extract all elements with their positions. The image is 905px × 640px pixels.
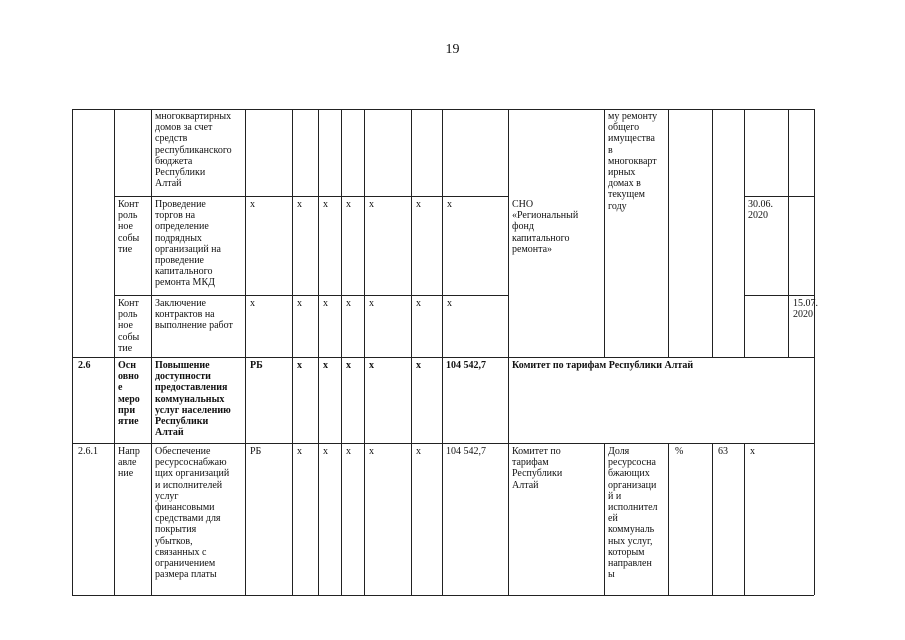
cell-mark: х (297, 446, 302, 457)
table-line (442, 109, 443, 595)
table-line (245, 109, 246, 595)
cell-event: Заключение контрактов на выполнение работ (155, 298, 233, 332)
cell-source: РБ (250, 446, 262, 457)
cell-mark: х (369, 298, 374, 309)
page-number: 19 (445, 42, 460, 57)
table-line (114, 109, 115, 595)
table-line (72, 109, 814, 110)
table-line (668, 443, 669, 595)
cell-event: Повышение доступности предоставления коммунальных услуг населению Республики Алтай (155, 360, 231, 439)
cell-indicator: Доля ресурсосна бжающих организаци й и исполнител ей коммуналь ных услуг, которым направлен ы (608, 446, 658, 581)
table-line (318, 109, 319, 595)
cell-mark: х (297, 360, 302, 371)
cell-event: Обеспечение ресурсоснабжаю щих организаций и исполнителей услуг финансовыми средствами для покрытия убытков, связанных с ограничением размера платы (155, 446, 230, 581)
cell-mark: х (323, 360, 328, 371)
cell-mark: х (323, 446, 328, 457)
cell-executor: СНО «Региональный фонд капитального ремонта» (512, 199, 579, 255)
cell-mark: х (447, 298, 452, 309)
cell-mark: х (346, 199, 351, 210)
cell-mark: х (416, 199, 421, 210)
cell-mark: х (369, 360, 374, 371)
cell-source: РБ (250, 360, 263, 371)
cell-number: 2.6 (78, 360, 91, 371)
table-line (668, 109, 669, 357)
cell-mark: х (369, 199, 374, 210)
cell-mark: х (750, 446, 755, 457)
cell-mark: х (297, 199, 302, 210)
table-line (72, 109, 73, 595)
cell-amount: 104 542,7 (446, 446, 486, 457)
table-line (604, 109, 605, 357)
table-line (712, 109, 713, 357)
cell-mark: х (250, 298, 255, 309)
table-line (744, 109, 745, 357)
cell-event: многоквартирных домов за счет средств республиканского бюджета Республики Алтай (155, 111, 232, 190)
cell-mark: х (416, 360, 421, 371)
cell-type: Конт роль ное собы тие (118, 298, 140, 354)
cell-date: 15.07. 2020 (793, 298, 818, 321)
table-line (744, 196, 814, 197)
table-line (788, 109, 789, 357)
cell-mark: х (416, 298, 421, 309)
table-line (364, 109, 365, 595)
table-line (151, 109, 152, 595)
cell-indicator: му ремонту общего имущества в многокварт ирных домах в текущем году (608, 111, 658, 212)
cell-event: Проведение торгов на определение подрядных организаций на проведение капитального ремонта МКД (155, 199, 221, 289)
table-line (744, 443, 745, 595)
cell-number: 2.6.1 (78, 446, 98, 457)
cell-mark: х (250, 199, 255, 210)
cell-mark: х (447, 199, 452, 210)
cell-mark: х (323, 199, 328, 210)
table-line (341, 109, 342, 595)
table-line (712, 443, 713, 595)
cell-mark: х (369, 446, 374, 457)
table-line (604, 443, 605, 595)
cell-unit: % (675, 446, 684, 457)
cell-mark: х (346, 360, 351, 371)
table-line (114, 295, 508, 296)
cell-type: Конт роль ное собы тие (118, 199, 140, 255)
cell-mark: х (346, 298, 351, 309)
cell-mark: х (346, 446, 351, 457)
table-line (72, 357, 814, 358)
cell-mark: х (323, 298, 328, 309)
table-line (72, 443, 814, 444)
cell-mark: х (297, 298, 302, 309)
cell-type: Осн овно е меро при ятие (118, 360, 140, 428)
cell-amount: 104 542,7 (446, 360, 486, 371)
table-line (72, 595, 814, 596)
cell-executor: Комитет по тарифам Республики Алтай (512, 446, 563, 491)
table-line (814, 109, 815, 595)
cell-mark: х (416, 446, 421, 457)
cell-type: Напр авле ние (118, 446, 140, 480)
table-line (508, 109, 509, 595)
cell-value: 63 (718, 446, 728, 457)
cell-executor: Комитет по тарифам Республики Алтай (512, 360, 694, 371)
table-line (292, 109, 293, 595)
table-line (744, 295, 814, 296)
table-line (411, 109, 412, 595)
table-line (114, 196, 508, 197)
cell-date: 30.06. 2020 (748, 199, 773, 222)
